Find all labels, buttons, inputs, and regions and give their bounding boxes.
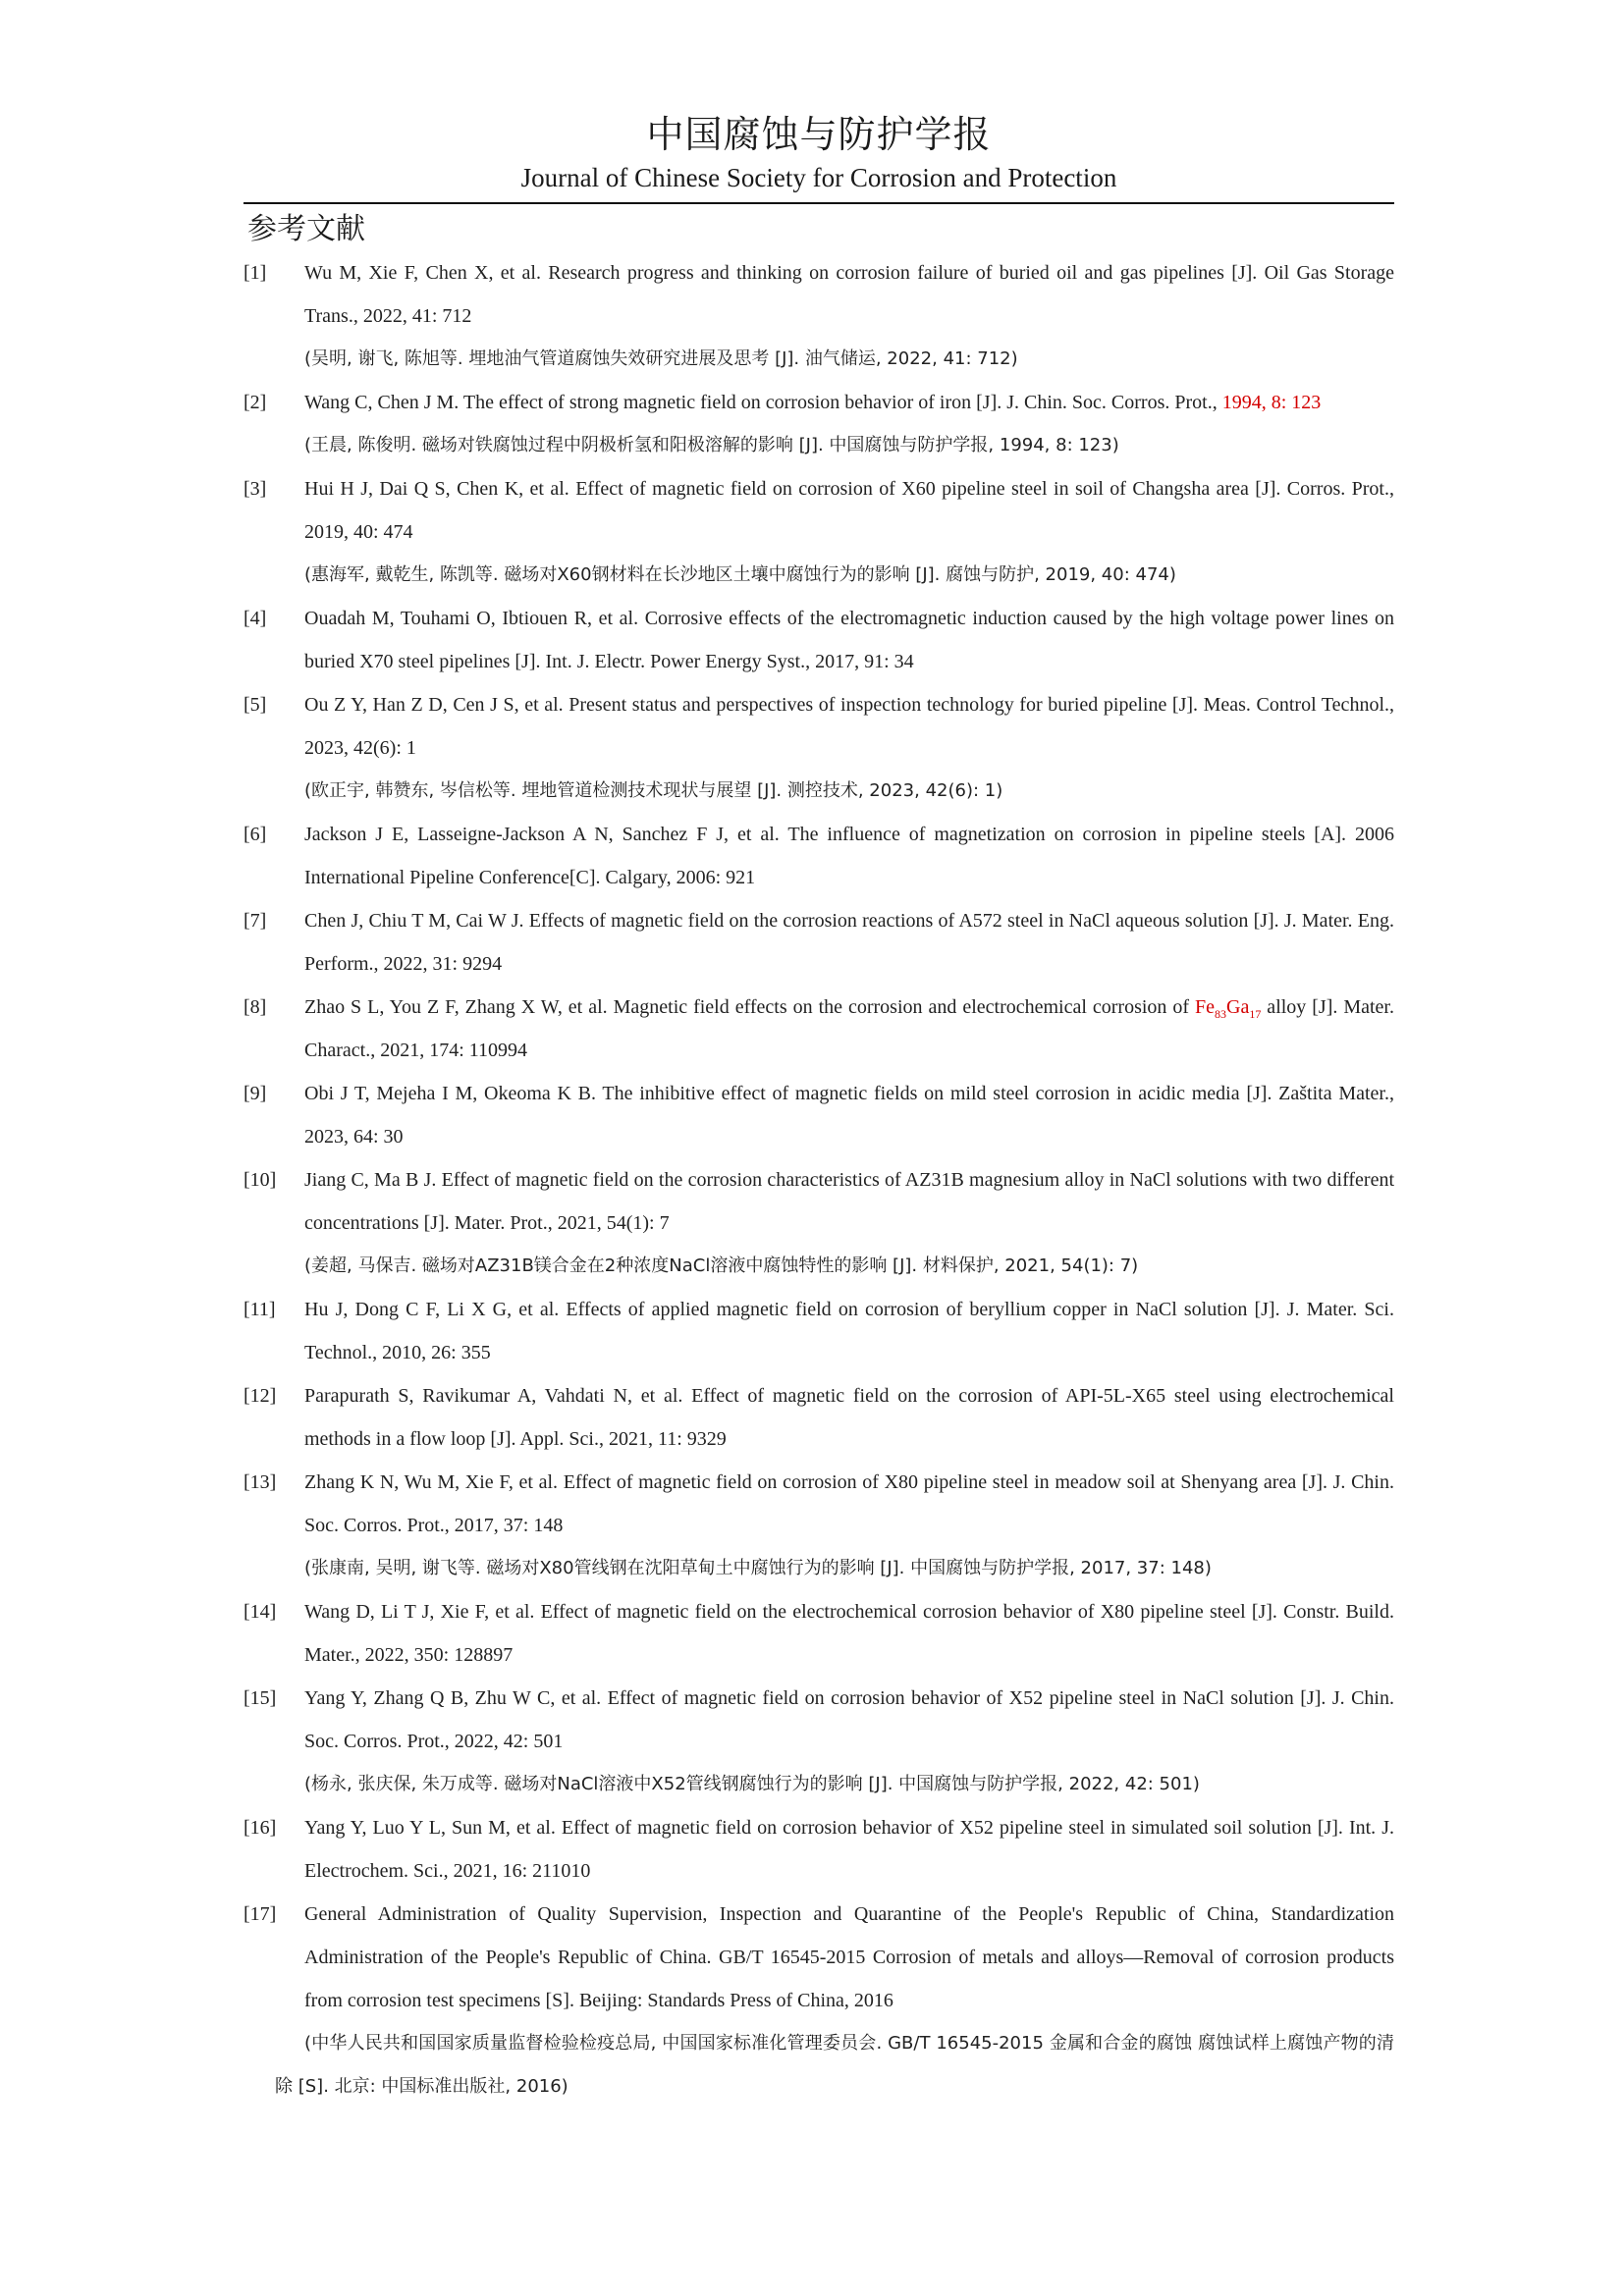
reference-text-en: Parapurath S, Ravikumar A, Vahdati N, et al. Effect of magnetic field on the corrosion of API-5L-X65 steel using electrochemical methods in a flow loop [J]. Appl. Sci., 2021, 11: 9329 [304,1385,1394,1450]
reference-text-cn: (姜超, 马保吉. 磁场对AZ31B镁合金在2种浓度NaCl溶液中腐蚀特性的影响 [J]. 材料保护, 2021, 54(1): 7) [304,1255,1139,1276]
reference-item [244,1072,1394,1158]
reference-text-en: Zhang K N, Wu M, Xie F, et al. Effect of magnetic field on corrosion of X80 pipeline steel in meadow soil at Shenyang area [J]. J. Chin. Soc. Corros. Prot., 2017, 37: 148 [304,1471,1394,1536]
reference-number: [3] [244,478,267,500]
reference-item [244,1374,1394,1461]
reference-item [244,1590,1394,1677]
reference-number: [7] [244,910,267,932]
reference-text-en: Wang D, Li T J, Xie F, et al. Effect of magnetic field on the electrochemical corrosion behavior of X80 pipeline steel [J]. Constr. Build. Mater., 2022, 350: 128897 [304,1601,1394,1666]
reference-highlight: 1994, 8: 123 [1221,392,1322,413]
reference-text-en [304,986,1394,1072]
element-fe: Fe [1195,996,1216,1018]
reference-text-en: Yang Y, Luo Y L, Sun M, et al. Effect of magnetic field on corrosion behavior of X52 pipeline steel in simulated soil solution [J]. Int. J. Electrochem. Sci., 2021, 16: 211010 [304,1817,1394,1882]
fe-subscript: 83 [1215,1007,1227,1021]
header-rule [244,202,1394,204]
reference-text-cn: (惠海军, 戴乾生, 陈凯等. 磁场对X60钢材料在长沙地区土壤中腐蚀行为的影响 [J]. 腐蚀与防护, 2019, 40: 474) [304,564,1176,585]
reference-text-en: Ouadah M, Touhami O, Ibtiouen R, et al. Corrosive effects of the electromagnetic induction caused by the high voltage power lines on buried X70 steel pipelines [J]. Int. J. Electr. Power Energy Syst., 2017, 91: 34 [304,608,1394,672]
reference-item [244,1288,1394,1374]
reference-text-en: Jackson J E, Lasseigne-Jackson A N, Sanchez F J, et al. The influence of magnetization on corrosion in pipeline steels [A]. 2006 International Pipeline Conference[C]. Calgary, 2006: 921 [304,824,1394,888]
reference-number: [16] [244,1817,277,1839]
reference-item [244,683,1394,813]
reference-text-en: Hu J, Dong C F, Li X G, et al. Effects of applied magnetic field on corrosion of beryllium copper in NaCl solution [J]. J. Mater. Sci. Technol., 2010, 26: 355 [304,1299,1394,1363]
reference-item [244,1893,1394,2109]
reference-number: [1] [244,262,267,284]
reference-number: [11] [244,1299,276,1320]
reference-text-en-tail: alloy [J]. Mater. Charact., 2021, 174: 110994 [304,996,1394,1061]
reference-text-en: Hui H J, Dai Q S, Chen K, et al. Effect of magnetic field on corrosion of X60 pipeline steel in soil of Changsha area [J]. Corros. Prot., 2019, 40: 474 [304,478,1394,543]
alloy-formula [1195,996,1262,1021]
reference-item [244,1806,1394,1893]
reference-item [244,597,1394,683]
reference-number: [13] [244,1471,277,1493]
reference-number: [14] [244,1601,277,1623]
reference-text-en-main: Zhao S L, You Z F, Zhang X W, et al. Magnetic field effects on the corrosion and electrochemical corrosion of [304,996,1196,1018]
reference-item [244,467,1394,597]
reference-text-en-main: Wang C, Chen J M. The effect of strong magnetic field on corrosion behavior of iron [J]. J. Chin. Soc. Corros. Prot., [304,392,1222,413]
reference-item [244,381,1394,467]
reference-text-en: Chen J, Chiu T M, Cai W J. Effects of magnetic field on the corrosion reactions of A572 steel in NaCl aqueous solution [J]. J. Mater. Eng. Perform., 2022, 31: 9294 [304,910,1394,975]
reference-number: [6] [244,824,267,845]
reference-item [244,1158,1394,1288]
journal-header [245,110,1392,196]
reference-text-en: General Administration of Quality Supervision, Inspection and Quarantine of the People's Republic of China, Standardization Administration of the People's Republic of China. GB/T 16545-2015 Corrosion of metals and alloys—Removal of corrosion products from corrosion test specimens [S]. Beijing: Standards Press of China, 2016 [304,1903,1394,2011]
reference-text-cn: (张康南, 吴明, 谢飞等. 磁场对X80管线钢在沈阳草甸土中腐蚀行为的影响 [J]. 中国腐蚀与防护学报, 2017, 37: 148) [304,1558,1212,1578]
reference-item [244,986,1394,1072]
ga-subscript: 17 [1249,1007,1262,1021]
reference-number: [5] [244,694,267,716]
section-title: 参考文献 [247,212,365,246]
reference-text-en: Yang Y, Zhang Q B, Zhu W C, et al. Effect of magnetic field on corrosion behavior of X52 pipeline steel in NaCl solution [J]. J. Chin. Soc. Corros. Prot., 2022, 42: 501 [304,1687,1394,1752]
reference-item [244,899,1394,986]
reference-item [244,251,1394,381]
reference-text-en: Ou Z Y, Han Z D, Cen J S, et al. Present status and perspectives of inspection technology for buried pipeline [J]. Meas. Control Technol., 2023, 42(6): 1 [304,694,1394,759]
journal-title-cn: 中国腐蚀与防护学报 [646,113,992,156]
reference-number: [9] [244,1083,267,1104]
reference-text-en: Jiang C, Ma B J. Effect of magnetic field on the corrosion characteristics of AZ31B magnesium alloy in NaCl solutions with two different concentrations [J]. Mater. Prot., 2021, 54(1): 7 [304,1169,1394,1234]
reference-number: [4] [244,608,267,629]
element-ga: Ga [1226,996,1250,1018]
reference-number: [17] [244,1903,277,1925]
reference-item [244,1677,1394,1806]
reference-text-cn: (杨永, 张庆保, 朱万成等. 磁场对NaCl溶液中X52管线钢腐蚀行为的影响 [J]. 中国腐蚀与防护学报, 2022, 42: 501) [304,1774,1200,1794]
journal-title-en: Journal of Chinese Society for Corrosion and Protection [520,163,1117,192]
reference-text-en: Wu M, Xie F, Chen X, et al. Research progress and thinking on corrosion failure of buried oil and gas pipelines [J]. Oil Gas Storage Trans., 2022, 41: 712 [304,262,1394,327]
reference-number: [8] [244,996,267,1018]
reference-text-en [304,381,1394,424]
reference-number: [12] [244,1385,277,1407]
reference-number: [10] [244,1169,277,1191]
reference-text-cn: (吴明, 谢飞, 陈旭等. 埋地油气管道腐蚀失效研究进展及思考 [J]. 油气储运, 2022, 41: 712) [304,348,1018,369]
reference-number: [2] [244,392,267,413]
reference-text-cn: (王晨, 陈俊明. 磁场对铁腐蚀过程中阴极析氢和阳极溶解的影响 [J]. 中国腐蚀与防护学报, 1994, 8: 123) [304,435,1119,455]
reference-text-en: Obi J T, Mejeha I M, Okeoma K B. The inhibitive effect of magnetic fields on mild steel corrosion in acidic media [J]. Zaštita Mater., 2023, 64: 30 [304,1083,1394,1148]
reference-item [244,1461,1394,1590]
reference-text-cn-body: (中华人民共和国国家质量监督检验检疫总局, 中国国家标准化管理委员会. GB/T 16545-2015 金属和合金的腐蚀 腐蚀试样上腐蚀产物的清除 [S]. 北京: 中国标准出版社, 2016) [275,2033,1394,2097]
reference-text-cn: (欧正宇, 韩赞东, 岑信松等. 埋地管道检测技术现状与展望 [J]. 测控技术, 2023, 42(6): 1) [304,780,1003,801]
reference-text-cn [275,2022,1394,2109]
reference-list [244,251,1394,2109]
reference-number: [15] [244,1687,277,1709]
reference-item [244,813,1394,899]
